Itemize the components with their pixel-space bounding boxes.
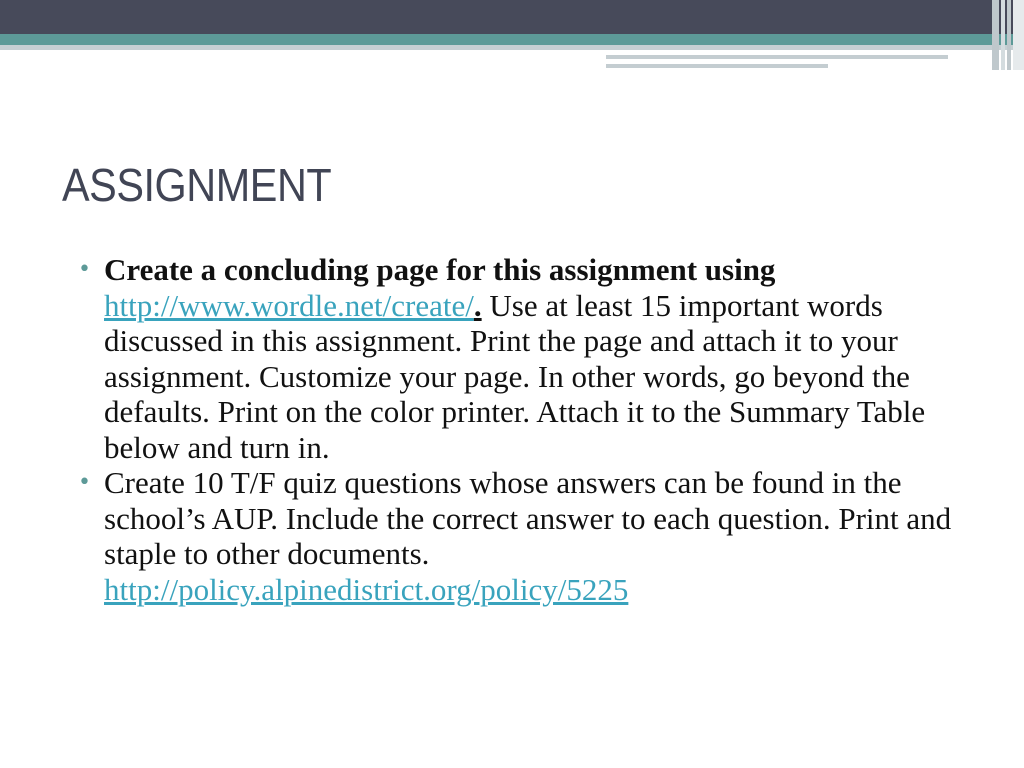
edge-strip: [1001, 0, 1005, 70]
bullet-text: Create 10 T/F quiz questions whose answers can be found in the school’s AUP. Include the correct answer to each question. Print and staple to other documents.: [104, 465, 952, 571]
edge-strip: [1007, 0, 1011, 70]
bullet-dot-icon: •: [78, 470, 91, 495]
edge-strip: [1013, 0, 1024, 70]
decorative-line: [606, 64, 828, 68]
bullet-list: [76, 252, 976, 607]
header-band-teal: [0, 34, 1024, 45]
header-band-gray: [0, 45, 1024, 50]
bullet-dot-icon: •: [78, 257, 91, 282]
slide-title: ASSIGNMENT: [62, 159, 332, 211]
wordle-link[interactable]: http://www.wordle.net/create/: [104, 287, 474, 323]
bullet-bold-text: Create a concluding page for this assignment using: [104, 252, 776, 287]
bullet-item: [76, 252, 976, 465]
bullet-item: [76, 465, 976, 607]
link-period: .: [473, 287, 482, 323]
policy-link[interactable]: http://policy.alpinedistrict.org/policy/5225: [104, 571, 629, 607]
bullet-text: Use at least 15 important words discussed in this assignment. Print the page and attach it to your assignment. Customize your page. In other words, go beyond the defaults. Print on the color printer. Attach it to the Summary Table below and turn in.: [104, 287, 926, 465]
edge-strip: [992, 0, 999, 70]
decorative-line: [606, 55, 948, 59]
header-band-dark: [0, 0, 1024, 34]
